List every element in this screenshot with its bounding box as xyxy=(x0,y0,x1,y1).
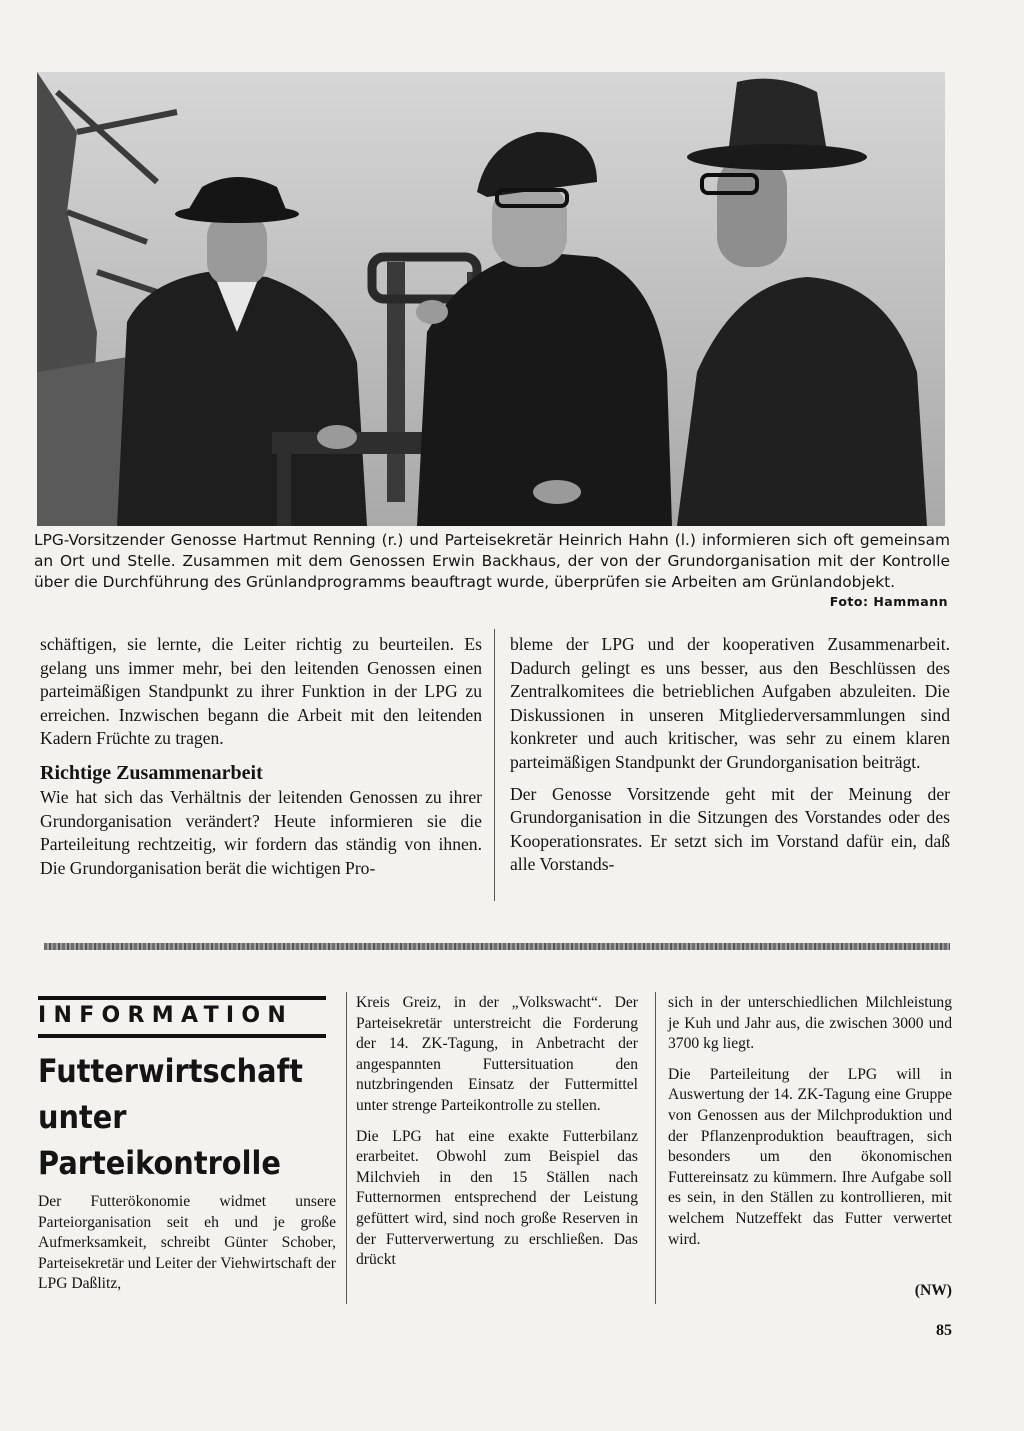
article-column-2 xyxy=(510,633,950,877)
info-paragraph: sich in der unterschiedlichen Milchleistung je Kuh und Jahr aus, die zwischen 3000 und 3700 kg liegt. xyxy=(668,994,952,1053)
article-paragraph: schäftigen, sie lernte, die Leiter richtig zu beurteilen. Es gelang uns immer mehr, bei den leitenden Genossen einen parteimäßigen Standpunkt zu ihrer Funktion in der LPG zu erreichen. Inzwischen begann die Arbeit mit den leitenden Kadern Früchte zu tragen. xyxy=(40,634,482,749)
info-paragraph: Die LPG hat eine exakte Futterbilanz erarbeitet. Obwohl zum Beispiel das Milchvieh in den 15 Ställen nach Futternormen entsprechend der Leistung gefüttert wird, sind noch große Reserven in der Futterverwertung zu erschließen. Das drückt xyxy=(356,1127,638,1269)
info-paragraph: Die Parteileitung der LPG will in Auswertung der 14. ZK-Tagung eine Gruppe von Genossen aus der Milchproduktion und der Pflanzenproduktion beauftragen, sich besonders um den ökonomischen Futtereinsatz zu kümmern. Ihre Aufgabe soll es sein, in den Ställen zu kontrollieren, mit welchem Nutzeffekt das Futter verwertet wird. xyxy=(668,1065,952,1248)
photo-illustration xyxy=(37,72,945,526)
info-headline: Futterwirtschaft unter Parteikontrolle xyxy=(38,1052,303,1182)
info-column-2 xyxy=(356,993,638,1271)
info-paragraph: Der Futterökonomie widmet unsere Parteiorganisation seit eh und je große Aufmerksamkeit, schreibt Günter Schober, Parteisekretär und Leiter der Viehwirtschaft der LPG Daßlitz, xyxy=(38,1193,336,1293)
column-divider xyxy=(494,629,495,901)
photo-credit: Foto: Hammann xyxy=(829,594,948,609)
info-column-3 xyxy=(668,993,952,1250)
section-divider xyxy=(44,943,950,950)
info-source: (NW) xyxy=(914,1282,952,1299)
column-divider xyxy=(346,992,347,1304)
article-paragraph: Wie hat sich das Verhältnis der leitenden Genossen zu ihrer Grundorganisation verändert? Heute informieren sie die Parteileitung rechtzeitig, wir fordern das ständig von ihnen. Die Grundorganisation berät die wichtigen Pro- xyxy=(40,786,482,878)
article-photo xyxy=(37,72,945,526)
photo-caption: LPG-Vorsitzender Genosse Hartmut Renning (r.) und Parteisekretär Heinrich Hahn (l.) informieren sich oft gemeinsam an Ort und Stelle. Zusammen mit dem Genossen Erwin Backhaus, der von der Grundorganisation mit der Kontrolle über die Durchführung des Grünlandprogramms beauftragt wurde, überprüfen sie Arbeiten am Grünlandobjekt. xyxy=(34,531,950,591)
article-subheading: Richtige Zusammenarbeit xyxy=(40,761,263,784)
article-paragraph: bleme der LPG und der kooperativen Zusammenarbeit. Dadurch gelingt es uns besser, aus den Beschlüssen des Zentralkomitees die betrieblichen Aufgaben abzuleiten. Die Diskussionen in unseren Mitgliederversammlungen sind konkreter und auch kritischer, was sehr zu einem klaren parteimäßigen Standpunkt der Grundorganisation beiträgt. xyxy=(510,634,950,772)
info-rule-bottom xyxy=(38,1034,326,1038)
info-column-1 xyxy=(38,1192,336,1295)
column-divider xyxy=(655,992,656,1304)
info-paragraph: Kreis Greiz, in der „Volkswacht“. Der Parteisekretär unterstreicht die Forderung der 14. ZK-Tagung, in Anbetracht der angespannten Futtersituation den nutzbringenden Einsatz der Futtermittel unter strenge Parteikontrolle zu stellen. xyxy=(356,994,638,1114)
page-number: 85 xyxy=(936,1322,952,1339)
article-paragraph: Der Genosse Vorsitzende geht mit der Meinung der Grundorganisation in die Sitzungen des Vorstandes oder des Kooperationsrates. Er setzt sich im Vorstand dafür ein, daß alle Vorstands- xyxy=(510,783,950,875)
info-rule-top xyxy=(38,996,326,1000)
info-label: INFORMATION xyxy=(38,1003,294,1028)
article-column-1 xyxy=(40,633,482,880)
